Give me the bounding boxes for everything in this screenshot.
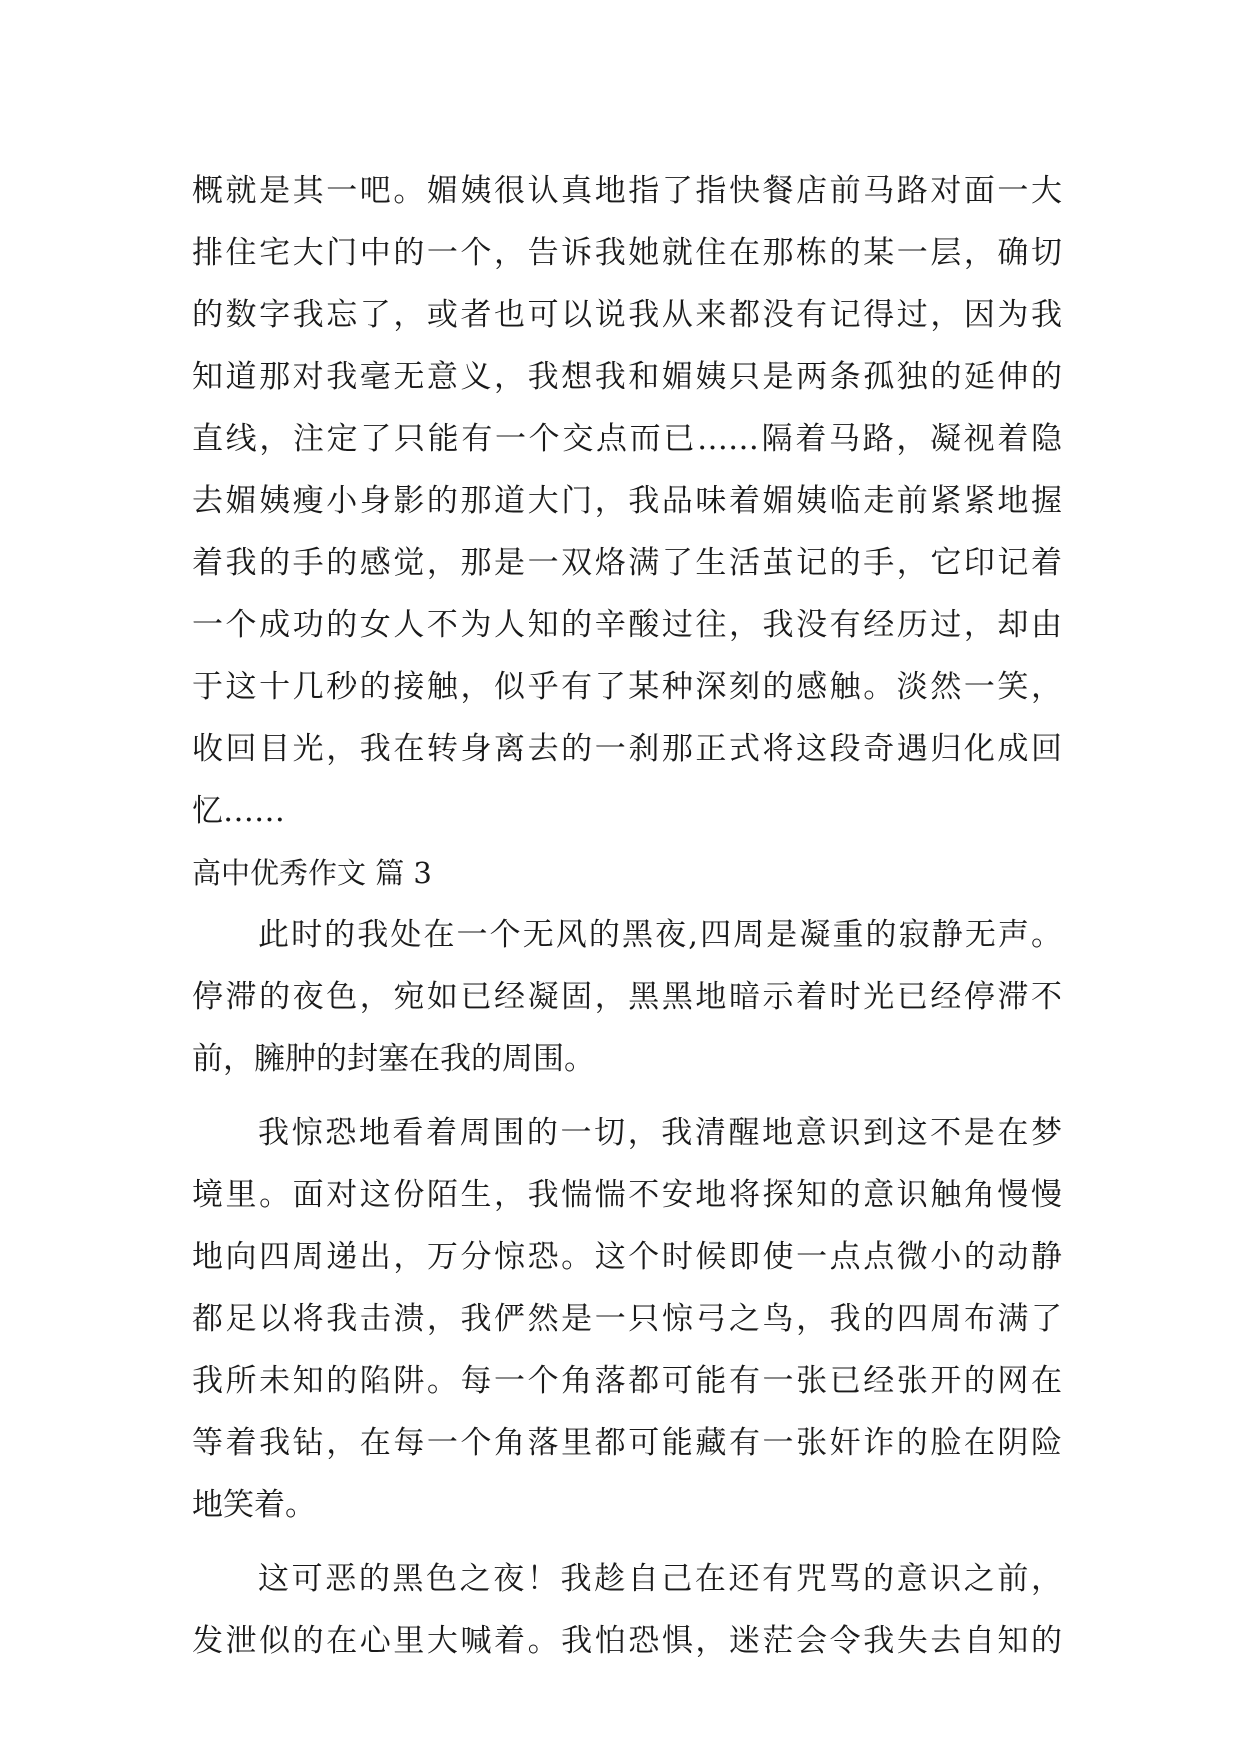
section-heading: 高中优秀作文 篇 3: [192, 856, 432, 890]
text-line: 前，臃肿的封塞在我的周围。: [192, 1041, 595, 1077]
text-line: 着我的手的感觉，那是一双烙满了生活茧记的手，它印记着: [192, 545, 1062, 581]
document-page: [192, 160, 1062, 1672]
text-line: 都足以将我击溃，我俨然是一只惊弓之鸟，我的四周布满了: [192, 1301, 1062, 1337]
text-line: 知道那对我毫无意义，我想我和媚姨只是两条孤独的延伸的: [192, 359, 1062, 395]
text-line: 此时的我处在一个无风的黑夜,四周是凝重的寂静无声。: [258, 917, 1062, 953]
text-line: 发泄似的在心里大喊着。我怕恐惧，迷茫会令我失去自知的: [192, 1623, 1062, 1659]
text-line: 一个成功的女人不为人知的辛酸过往，我没有经历过，却由: [192, 607, 1062, 643]
text-line: 等着我钻，在每一个角落里都可能藏有一张奸诈的脸在阴险: [192, 1425, 1062, 1461]
text-line: 概就是其一吧。媚姨很认真地指了指快餐店前马路对面一大: [192, 173, 1062, 209]
text-line: 去媚姨瘦小身影的那道大门，我品味着媚姨临走前紧紧地握: [192, 483, 1062, 519]
text-line: 的数字我忘了，或者也可以说我从来都没有记得过，因为我: [192, 297, 1062, 333]
paragraph-continued: [192, 160, 1062, 842]
text-line: 收回目光，我在转身离去的一刹那正式将这段奇遇归化成回: [192, 731, 1062, 767]
text-line: 地向四周递出，万分惊恐。这个时候即使一点点微小的动静: [192, 1239, 1062, 1275]
text-line: 我惊恐地看着周围的一切，我清醒地意识到这不是在梦: [258, 1115, 1062, 1151]
text-line: 这可恶的黑色之夜！我趁自己在还有咒骂的意识之前，: [258, 1561, 1062, 1597]
paragraph: [192, 904, 1062, 1090]
paragraph-spacer: [192, 1090, 1062, 1102]
text-line: 我所未知的陷阱。每一个角落都可能有一张已经张开的网在: [192, 1363, 1062, 1399]
text-line: 排住宅大门中的一个，告诉我她就住在那栋的某一层，确切: [192, 235, 1062, 271]
text-line: 停滞的夜色，宛如已经凝固，黑黑地暗示着时光已经停滞不: [192, 979, 1062, 1015]
text-line: 于这十几秒的接触，似乎有了某种深刻的感触。淡然一笑，: [192, 669, 1062, 705]
text-line: 忆……: [192, 793, 285, 829]
text-line: 地笑着。: [192, 1487, 316, 1523]
paragraph-spacer: [192, 1536, 1062, 1548]
paragraph: [192, 1102, 1062, 1536]
text-line: 直线，注定了只能有一个交点而已……隔着马路，凝视着隐: [192, 421, 1062, 457]
paragraph: [192, 1548, 1062, 1672]
text-line: 境里。面对这份陌生，我惴惴不安地将探知的意识触角慢慢: [192, 1177, 1062, 1213]
